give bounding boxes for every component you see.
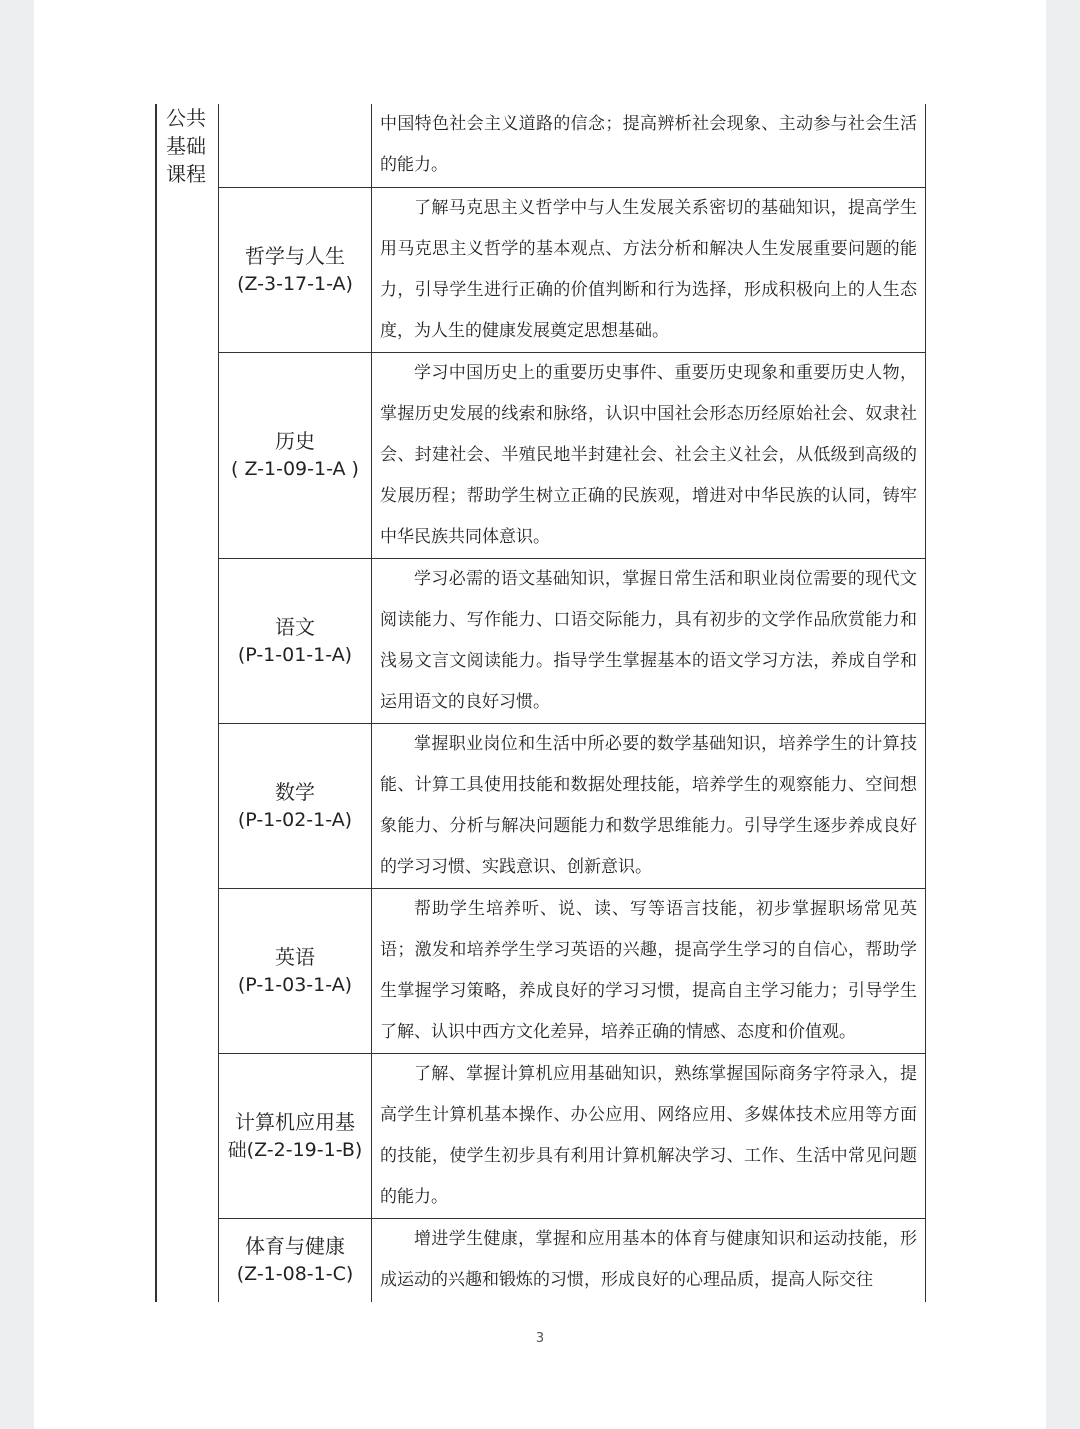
course-description: 学习中国历史上的重要历史事件、重要历史现象和重要历史人物，掌握历史发展的线索和脉络，认识中国社会形态历经原始社会、奴隶社会、封建社会、半殖民地半封建社会、社会主义社会，从低级到高级的发展历程；帮助学生树立正确的民族观，增进对中华民族的认同，铸牢中华民族共同体意识。: [372, 352, 926, 558]
table-row: [219, 723, 926, 888]
course-description: 增进学生健康，掌握和应用基本的体育与健康知识和运动技能，形成运动的兴趣和锻炼的习惯，形成良好的心理品质，提高人际交往: [372, 1218, 926, 1302]
course-name-cell: [219, 187, 372, 352]
course-description: 了解、掌握计算机应用基础知识，熟练掌握国际商务字符录入，提高学生计算机基本操作、办公应用、网络应用、多媒体技术应用等方面的技能，使学生初步具有利用计算机解决学习、工作、生活中常见问题的能力。: [372, 1053, 926, 1218]
category-line: 基础: [166, 134, 206, 158]
course-name-cell: [219, 888, 372, 1053]
table-row: [219, 558, 926, 723]
table-row: [219, 888, 926, 1053]
course-name: 语文: [275, 614, 315, 639]
course-name: 哲学与人生: [245, 243, 345, 268]
course-name: 数学: [275, 779, 315, 804]
table-row: [219, 1218, 926, 1302]
course-name-cell: [219, 1053, 372, 1218]
table-row: [219, 352, 926, 558]
page-number: 3: [535, 1331, 545, 1346]
course-description: 掌握职业岗位和生活中所必要的数学基础知识，培养学生的计算技能、计算工具使用技能和数据处理技能，培养学生的观察能力、空间想象能力、分析与解决问题能力和数学思维能力。引导学生逐步养成良好的学习习惯、实践意识、创新意识。: [372, 723, 926, 888]
table-row: [219, 187, 926, 352]
course-name-cell: [219, 352, 372, 558]
category-line: 公共: [166, 106, 206, 130]
curriculum-table: [218, 104, 926, 1302]
course-name-cell: [219, 723, 372, 888]
course-name: 英语: [275, 944, 315, 969]
course-code: (P-1-03-1-A): [237, 973, 353, 996]
category-line: 课程: [166, 162, 206, 186]
course-name-cell: [219, 558, 372, 723]
table-row: [219, 104, 926, 187]
course-description: 中国特色社会主义道路的信念；提高辨析社会现象、主动参与社会生活的能力。: [372, 104, 926, 187]
course-description: 学习必需的语文基础知识，掌握日常生活和职业岗位需要的现代文阅读能力、写作能力、口语交际能力，具有初步的文学作品欣赏能力和浅易文言文阅读能力。指导学生掌握基本的语文学习方法，养成自学和运用语文的良好习惯。: [372, 558, 926, 723]
course-code: ( Z-1-09-1-A ): [231, 458, 359, 480]
course-code: (Z-3-17-1-A): [237, 272, 353, 295]
course-name: 计算机应用基: [235, 1109, 355, 1134]
course-code: 础(Z-2-19-1-B): [227, 1138, 363, 1161]
course-code: (Z-1-08-1-C): [236, 1263, 354, 1286]
table-row: [219, 1053, 926, 1218]
course-name: 体育与健康: [245, 1234, 345, 1259]
course-name-cell: [219, 1218, 372, 1302]
course-code: (P-1-01-1-A): [237, 643, 353, 666]
course-name: 历史: [275, 429, 315, 453]
course-description: 帮助学生培养听、说、读、写等语言技能，初步掌握职场常见英语；激发和培养学生学习英语的兴趣，提高学生学习的自信心，帮助学生掌握学习策略，养成良好的学习习惯，提高自主学习能力；引导学生了解、认识中西方文化差异，培养正确的情感、态度和价值观。: [372, 888, 926, 1053]
category-label: [166, 104, 210, 188]
course-code: (P-1-02-1-A): [237, 808, 353, 831]
course-name-cell: [219, 104, 372, 187]
table-left-border: [155, 104, 157, 1302]
course-description: 了解马克思主义哲学中与人生发展关系密切的基础知识，提高学生用马克思主义哲学的基本观点、方法分析和解决人生发展重要问题的能力，引导学生进行正确的价值判断和行为选择，形成积极向上的人生态度，为人生的健康发展奠定思想基础。: [372, 187, 926, 352]
